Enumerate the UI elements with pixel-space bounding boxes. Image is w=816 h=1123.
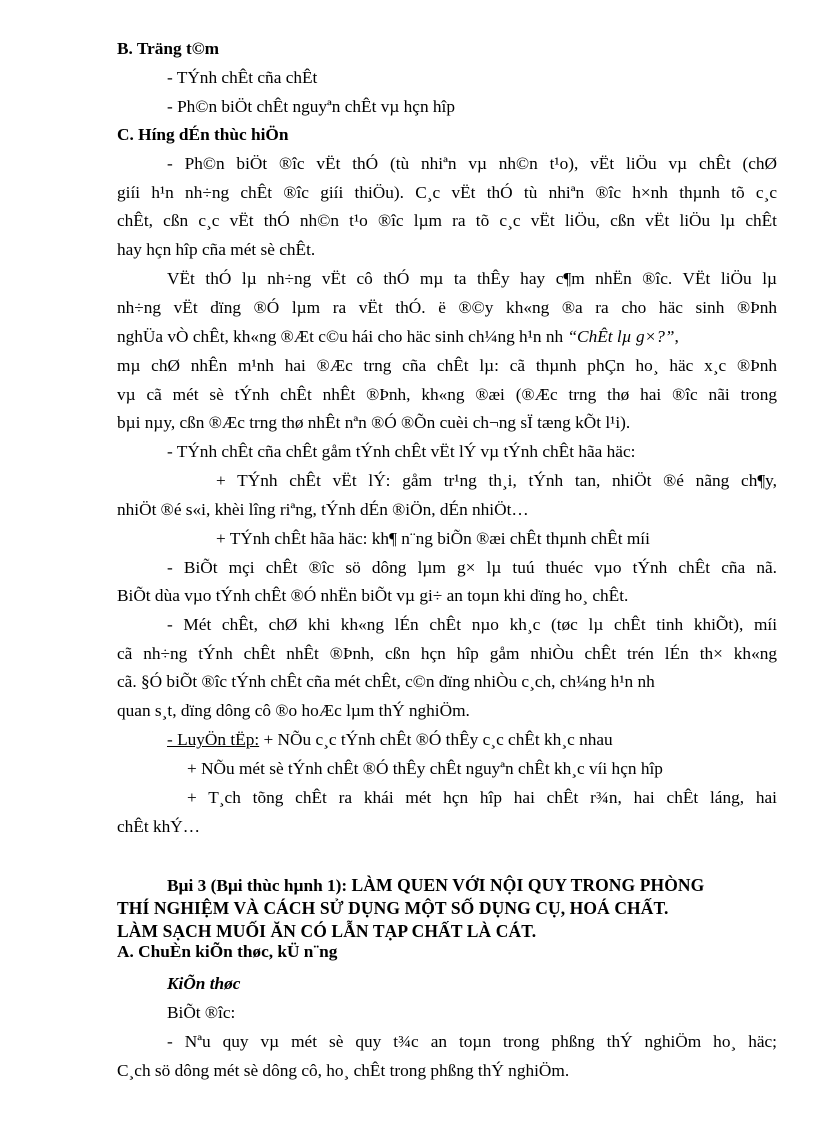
- paragraph-line: - TÝnh chÊt cña chÊt gåm tÝnh chÊt vËt lÝ vµ tÝnh chÊt hãa häc:: [167, 442, 636, 461]
- paragraph-line: hay hçn hîp cña mét sè chÊt.: [117, 240, 316, 259]
- paragraph-line: VËt thÓ lµ nh÷ng vËt cô thÓ mµ ta thÊy hay c¶m nhËn ®îc. VËt liÖu lµ: [167, 269, 777, 288]
- paragraph-line: chÊt, cßn c¸c vËt thÓ nh©n t¹o ®îc lµm ra tõ c¸c vËt liÖu, cßn vËt liÖu lµ chÊt: [117, 211, 777, 230]
- paragraph-line: + TÝnh chÊt vËt lÝ: gåm tr¹ng th¸i, tÝnh tan, nhiÖt ®é nãng ch¶y,: [216, 471, 777, 490]
- paragraph-line: cã nh÷ng tÝnh chÊt nhÊt ®Þnh, cßn hçn hîp gåm nhiÒu chÊt trén lÉn th× kh«ng: [117, 644, 777, 663]
- paragraph-line: vµ cã mét sè tÝnh chÊt nhÊt ®Þnh, kh«ng ®æi (®Æc trng thø hai ®îc nãi trong: [117, 385, 777, 404]
- paragraph-line: + TÝnh chÊt hãa häc: kh¶ n¨ng biÕn ®æi chÊt thµnh chÊt míi: [216, 529, 650, 548]
- practice-label: - LuyÖn tËp:: [167, 730, 260, 749]
- paragraph-line: BiÕt dùa vµo tÝnh chÊt ®Ó nhËn biÕt vµ gi÷ an toµn khi dïng ho¸ chÊt.: [117, 586, 629, 605]
- paragraph-line: - Nªu quy vµ mét sè quy t¾c an toµn trong phßng thÝ nghiÖm ho¸ häc;: [167, 1032, 777, 1051]
- paragraph-line: - BiÕt mçi chÊt ®îc sö dông lµm g× lµ tuú thuéc vµo tÝnh chÊt cña nã.: [167, 558, 777, 577]
- paragraph-line: chÊt khÝ…: [117, 817, 201, 836]
- subheading-knowledge: KiÕn thøc: [167, 974, 241, 993]
- heading-a-standards: A. ChuÈn kiÕn thøc, kÜ n¨ng: [117, 942, 338, 961]
- paragraph-line: nhiÖt ®é s«i, khèi lîng riªng, tÝnh dÉn ®iÖn, dÉn nhiÖt…: [117, 500, 529, 519]
- paragraph-line: cã. §Ó biÕt ®îc tÝnh chÊt cña mét chÊt, c©n dïng nhiÒu c¸ch, ch¼ng h¹n nh: [117, 672, 655, 691]
- paragraph-line: giíi h¹n nh÷ng chÊt ®îc giíi thiÖu). C¸c vËt thÓ tù nhiªn ®îc h×nh thµnh tõ c¸c: [117, 183, 777, 202]
- paragraph-line: + T¸ch tõng chÊt ra khái mét hçn hîp hai chÊt r¾n, hai chÊt láng, hai: [187, 788, 777, 807]
- practice-line: - LuyÖn tËp: + NÕu c¸c tÝnh chÊt ®Ó thÊy c¸c chÊt kh¸c nhau: [167, 730, 613, 749]
- heading-b-focus: B. Träng t©m: [117, 39, 220, 58]
- paragraph-line: bµi nµy, cßn ®Æc trng thø nhÊt nªn ®Ó ®Õn cuèi ch¬ng sÏ tæng kÕt l¹i).: [117, 413, 631, 432]
- paragraph-line: C¸ch sö dông mét sè dông cô, ho¸ chÊt trong phßng thÝ nghiÖm.: [117, 1061, 570, 1080]
- paragraph-line: - Mét chÊt, chØ khi kh«ng lÉn chÊt nµo kh¸c (tøc lµ chÊt tinh khiÕt), míi: [167, 615, 777, 634]
- lesson-3-title-line: Bµi 3 (Bµi thùc hµnh 1): LÀM QUEN VỚI NỘI QUY TRONG PHÒNG: [167, 875, 705, 895]
- paragraph-line: quan s¸t, dïng dông cô ®o hoÆc lµm thÝ nghiÖm.: [117, 701, 470, 720]
- paragraph-line: nghÜa vÒ chÊt, kh«ng ®Æt c©u hái cho häc sinh ch¼ng h¹n nh “ChÊt lµ g×?”,: [117, 327, 679, 346]
- paragraph-line: + NÕu mét sè tÝnh chÊt ®Ó thÊy chÊt nguyªn chÊt kh¸c víi hçn hîp: [187, 759, 663, 778]
- paragraph-line: - Ph©n biÖt ®îc vËt thÓ (tù nhiªn vµ nh©n t¹o), vËt liÖu vµ chÊt (chØ: [167, 154, 777, 173]
- paragraph-line: nh÷ng vËt dïng ®Ó lµm ra vËt thÓ. ë ®©y kh«ng ®a ra cho häc sinh ®Þnh: [117, 298, 777, 317]
- quote-what-is-substance: “ChÊt lµ g×?”: [567, 327, 675, 346]
- paragraph-line: BiÕt ®îc:: [167, 1003, 236, 1022]
- lesson-3-title-line: THÍ NGHIỆM VÀ CÁCH SỬ DỤNG MỘT SỐ DỤNG CỤ, HOÁ CHẤT.: [117, 898, 669, 918]
- paragraph-line: mµ chØ nhÊn m¹nh hai ®Æc trng cña chÊt lµ: cã thµnh phÇn ho¸ häc x¸c ®Þnh: [117, 356, 777, 375]
- bullet-distinguish: - Ph©n biÖt chÊt nguyªn chÊt vµ hçn hîp: [167, 97, 456, 116]
- lesson-3-title-line: LÀM SẠCH MUỐI ĂN CÓ LẪN TẠP CHẤT LÀ CÁT.: [117, 921, 537, 941]
- heading-c-guidance: C. Híng dÉn thùc hiÖn: [117, 125, 289, 144]
- bullet-properties: - TÝnh chÊt cña chÊt: [167, 68, 318, 87]
